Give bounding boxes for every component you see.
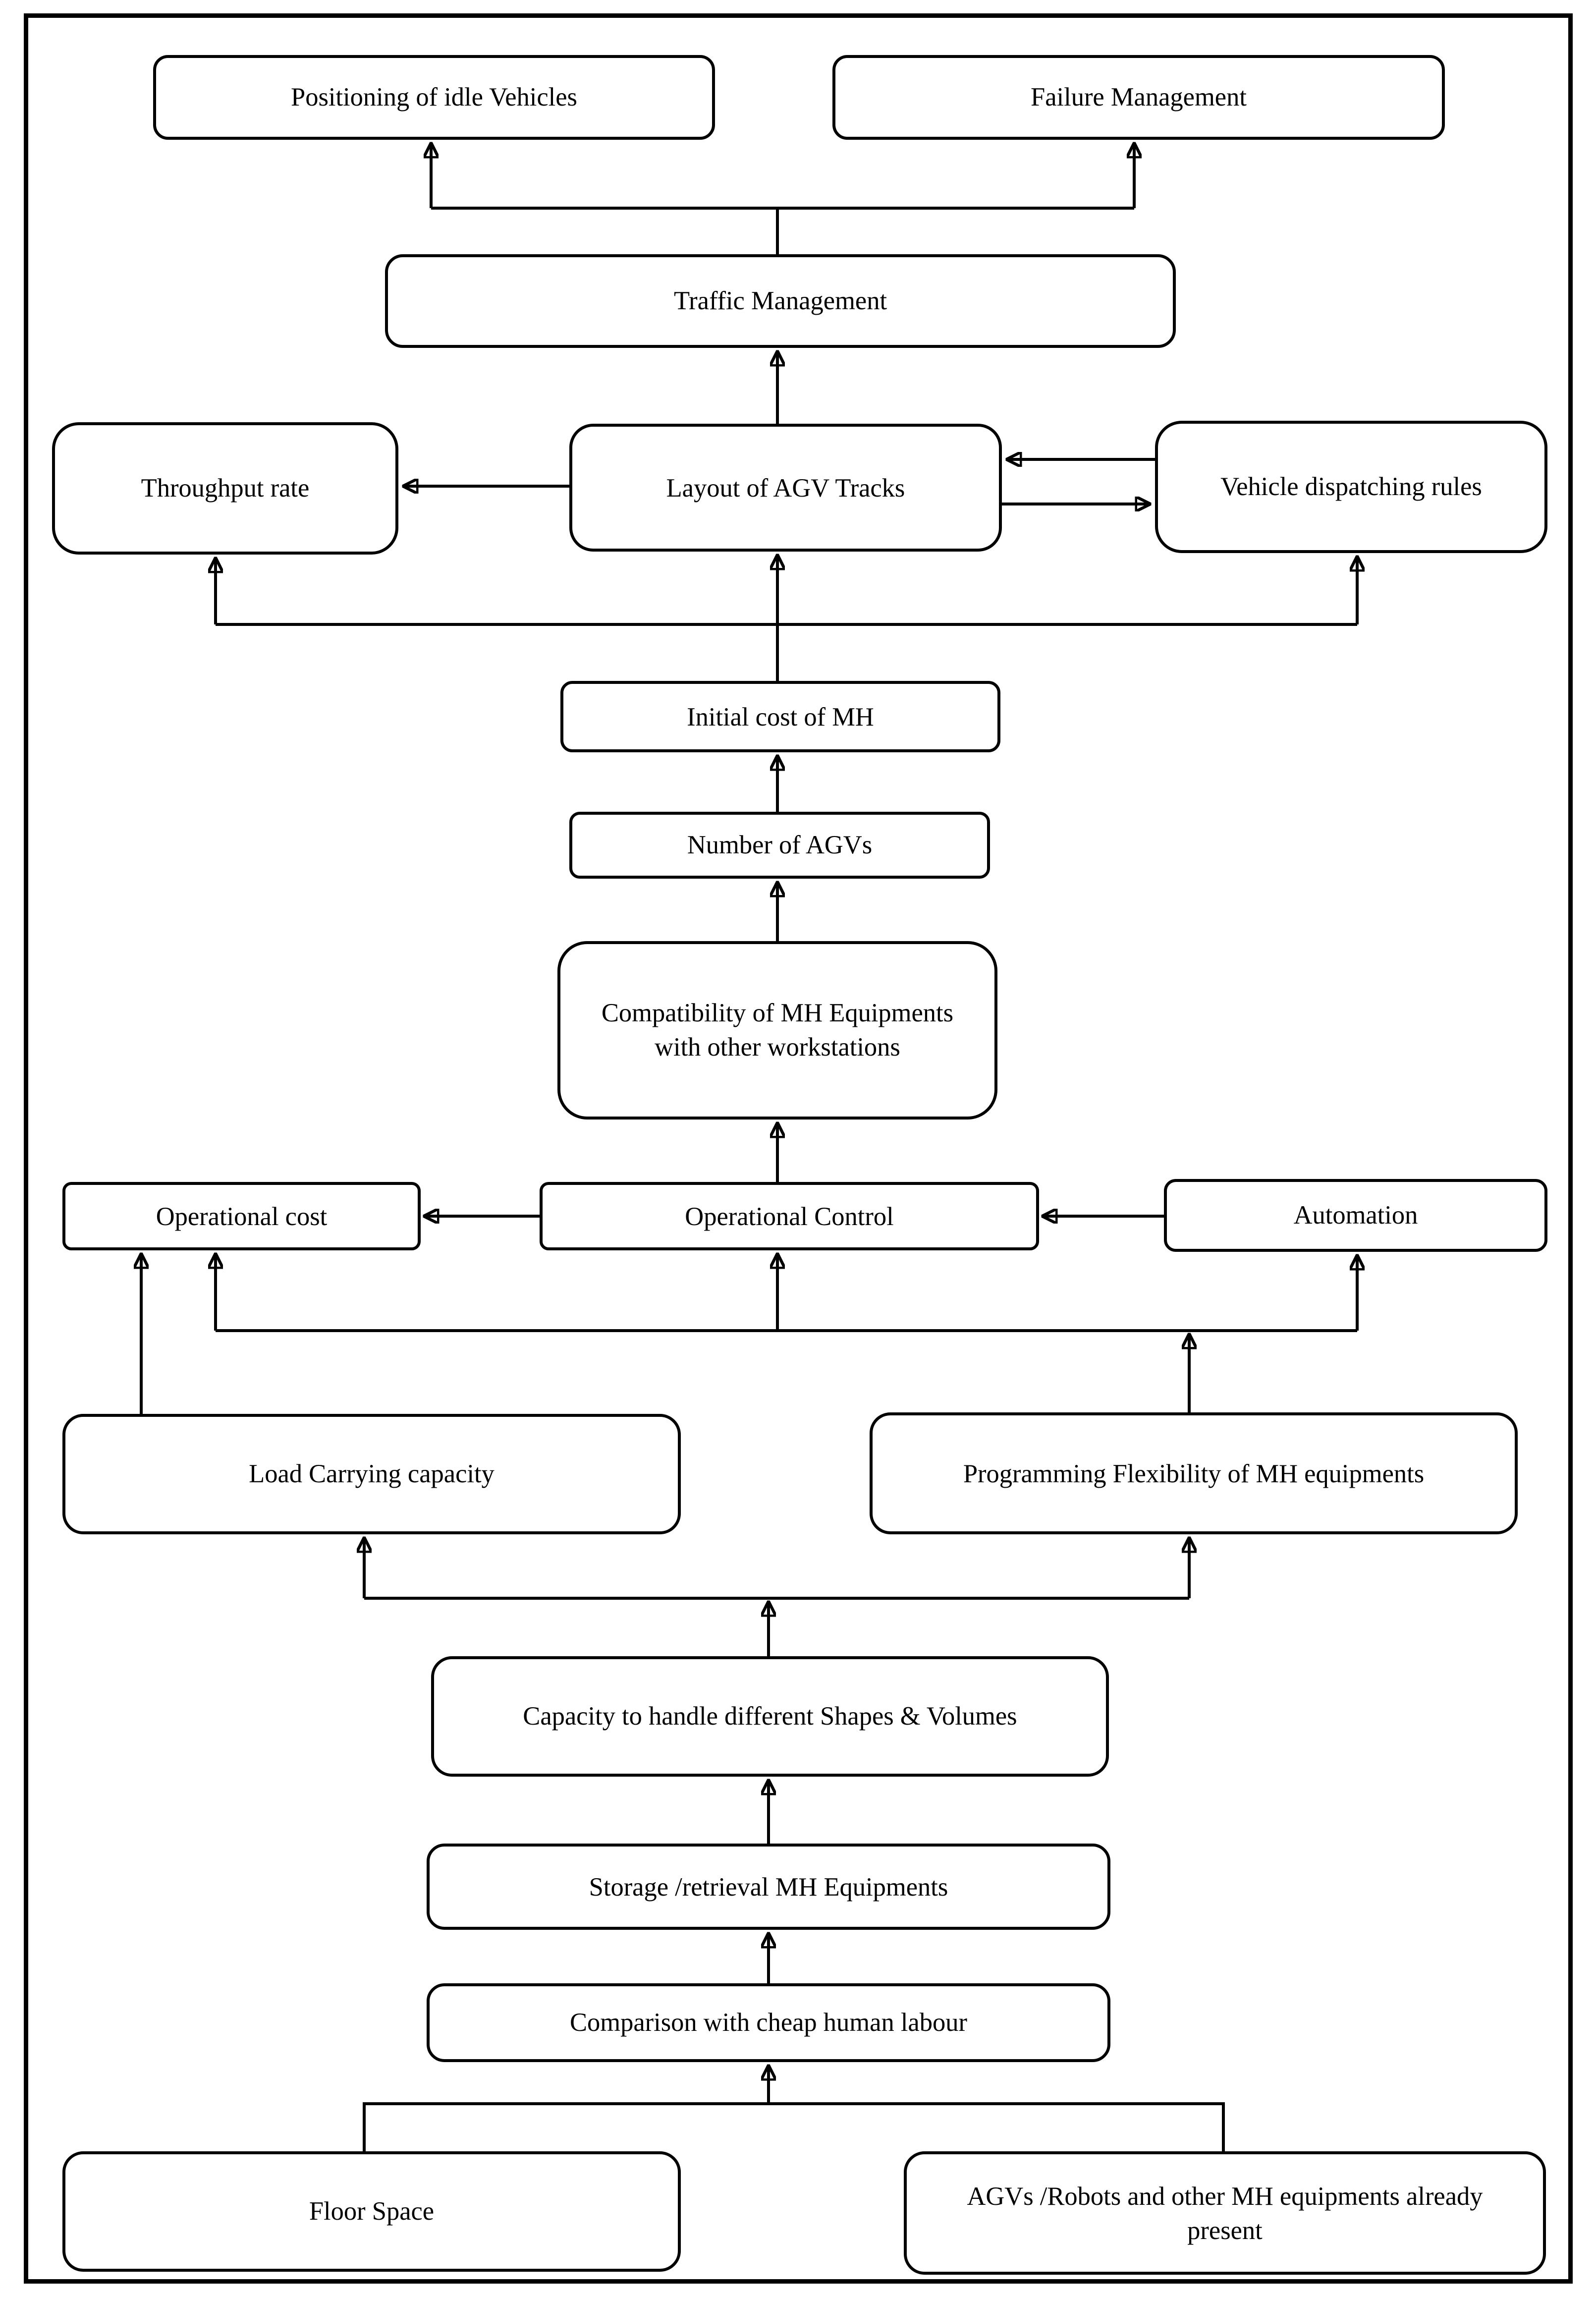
node-vehicle-dispatching-rules: Vehicle dispatching rules: [1155, 421, 1547, 553]
node-failure-management: Failure Management: [832, 55, 1445, 140]
node-agvs-robots-already-present: AGVs /Robots and other MH equipments already present: [904, 2151, 1546, 2275]
node-operational-control: Operational Control: [540, 1182, 1039, 1250]
node-storage-retrieval-mh-equipments: Storage /retrieval MH Equipments: [427, 1844, 1110, 1930]
node-comparison-with-cheap-human-labour: Comparison with cheap human labour: [427, 1983, 1110, 2062]
node-floor-space: Floor Space: [62, 2151, 681, 2272]
node-capacity-to-handle-shapes-volumes: Capacity to handle different Shapes & Volumes: [431, 1656, 1109, 1777]
node-throughput-rate: Throughput rate: [52, 422, 398, 555]
node-number-of-agvs: Number of AGVs: [569, 812, 990, 879]
node-layout-of-agv-tracks: Layout of AGV Tracks: [569, 424, 1002, 552]
node-compatibility-of-mh-equipments: Compatibility of MH Equipments with other workstations: [557, 941, 997, 1120]
node-initial-cost-of-mh: Initial cost of MH: [560, 681, 1000, 752]
node-positioning-of-idle-vehicles: Positioning of idle Vehicles: [153, 55, 715, 140]
node-operational-cost: Operational cost: [62, 1182, 421, 1250]
node-programming-flexibility: Programming Flexibility of MH equipments: [870, 1412, 1518, 1534]
node-traffic-management: Traffic Management: [385, 254, 1176, 348]
diagram-frame: [24, 13, 1573, 2284]
node-automation: Automation: [1164, 1179, 1547, 1252]
node-load-carrying-capacity: Load Carrying capacity: [62, 1414, 681, 1534]
